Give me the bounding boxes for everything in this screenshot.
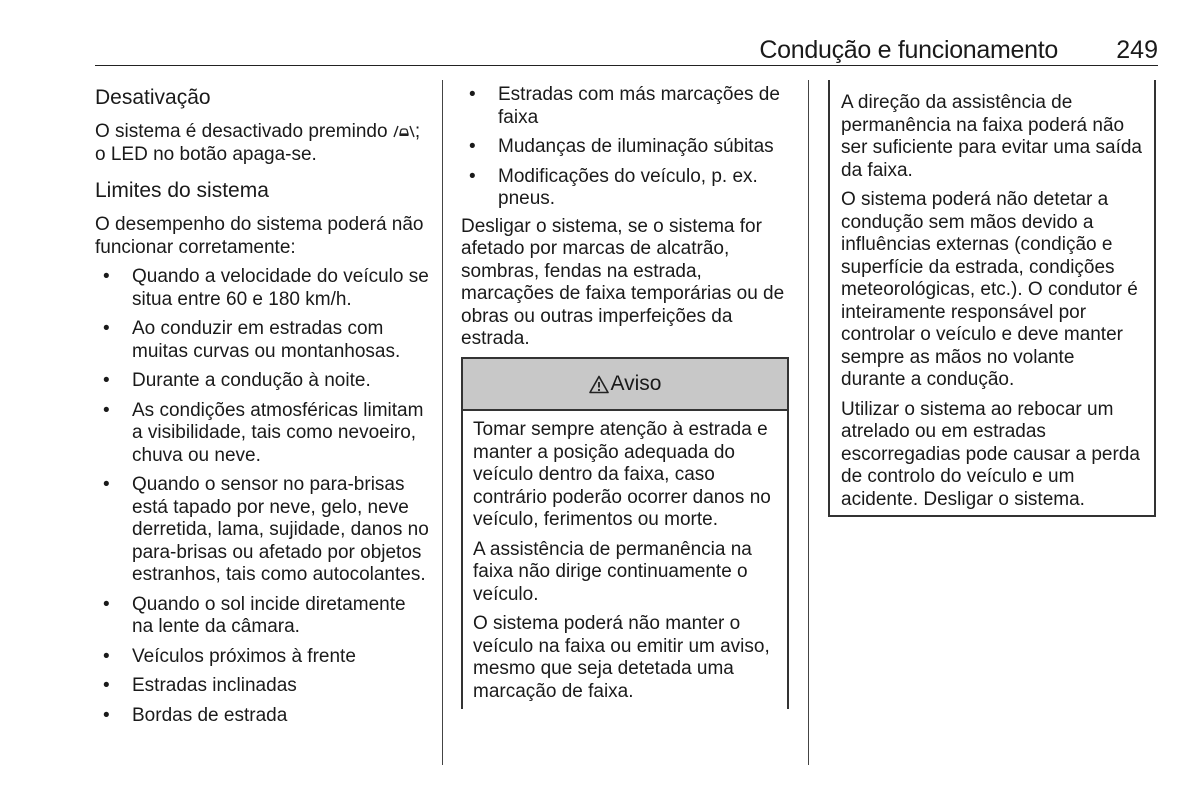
list-item: • Estradas inclinadas bbox=[103, 675, 297, 696]
list-item: • Quando a velocidade do veículo se situa entre 60 e 180 km/h. bbox=[103, 266, 429, 310]
warning-box-continued bbox=[828, 80, 1156, 517]
column-divider bbox=[808, 80, 809, 765]
warning-box bbox=[461, 357, 789, 709]
page-header-title: Condução e funcionamento bbox=[759, 36, 1058, 64]
warning-paragraph: A assistência de permanência na faixa não dirige continuamente o veículo. bbox=[473, 538, 752, 605]
warning-paragraph: Tomar sempre atenção à estrada e manter a posição adequada do veículo dentro da faixa, caso contrário poderão ocorrer danos no veículo, ferimentos ou morte. bbox=[473, 419, 771, 530]
warning-header bbox=[463, 359, 787, 411]
column-divider bbox=[442, 80, 443, 765]
column-1 bbox=[95, 85, 430, 734]
warning-triangle-icon bbox=[589, 375, 609, 394]
system-limits-intro: O desempenho do sistema poderá não funcionar corretamente: bbox=[95, 214, 424, 258]
warning-paragraph: O sistema poderá não manter o veículo na faixa ou emitir um aviso, mesmo que seja detetada uma marcação de faixa. bbox=[473, 613, 770, 702]
deactivation-text-part1: O sistema é desactivado premindo bbox=[95, 121, 388, 142]
warning-title: Aviso bbox=[610, 372, 662, 395]
warning-paragraph: Utilizar o sistema ao rebocar um atrelado ou em estradas escorregadias pode causar a perda de controlo do veículo e um acidente. Desligar o sistema. bbox=[841, 398, 1140, 510]
warning-body bbox=[463, 411, 787, 703]
list-item: • Veículos próximos à frente bbox=[103, 645, 356, 667]
list-item: • Mudanças de iluminação súbitas bbox=[469, 136, 774, 157]
list-item: • As condições atmosféricas limitam a visibilidade, tais como nevoeiro, chuva ou neve. bbox=[103, 399, 424, 466]
list-item: • Quando o sol incide diretamente na lente da câmara. bbox=[103, 593, 406, 637]
list-item: • Modificações do veículo, p. ex. pneus. bbox=[469, 165, 758, 209]
warning-paragraph: A direção da assistência de permanência na faixa poderá não ser suficiente para evitar uma saída da faixa. bbox=[841, 92, 1142, 181]
lane-keep-assist-icon bbox=[393, 122, 415, 136]
page-number: 249 bbox=[1116, 36, 1158, 64]
list-item: • Durante a condução à noite. bbox=[103, 370, 371, 391]
column-2 bbox=[461, 84, 791, 358]
switch-off-paragraph: Desligar o sistema, se o sistema for afetado por marcas de alcatrão, sombras, fendas na estrada, marcações de faixa temporárias ou de obras ou outras imperfeições da estrada. bbox=[461, 215, 785, 349]
page-header bbox=[95, 33, 1158, 66]
warning-body-continued bbox=[830, 80, 1154, 511]
deactivation-text-part2: ; o LED no botão apaga-se. bbox=[95, 121, 421, 165]
deactivation-text bbox=[95, 121, 430, 166]
system-limits-list-continued bbox=[461, 84, 791, 211]
list-item: • Bordas de estrada bbox=[103, 704, 288, 726]
warning-paragraph: O sistema poderá não detetar a condução sem mãos devido a influências externas (condição e superfície da estrada, condições meteorológicas, etc.). O condutor é inteiramente responsável por controlar o veículo e deve manter sempre as mãos no volante durante a condução. bbox=[841, 189, 1138, 390]
list-item: • Ao conduzir em estradas com muitas curvas ou montanhosas. bbox=[103, 318, 401, 362]
list-item: • Quando o sensor no para-brisas está tapado por neve, gelo, neve derretida, lama, sujidade, danos no para-brisas ou afetado por objetos estranhos, tais como autocolantes. bbox=[103, 474, 429, 585]
system-limits-list bbox=[95, 266, 430, 727]
section-heading-deactivation: Desativação bbox=[95, 86, 211, 109]
list-item: • Estradas com más marcações de faixa bbox=[469, 84, 780, 128]
section-heading-system-limits: Limites do sistema bbox=[95, 179, 269, 202]
